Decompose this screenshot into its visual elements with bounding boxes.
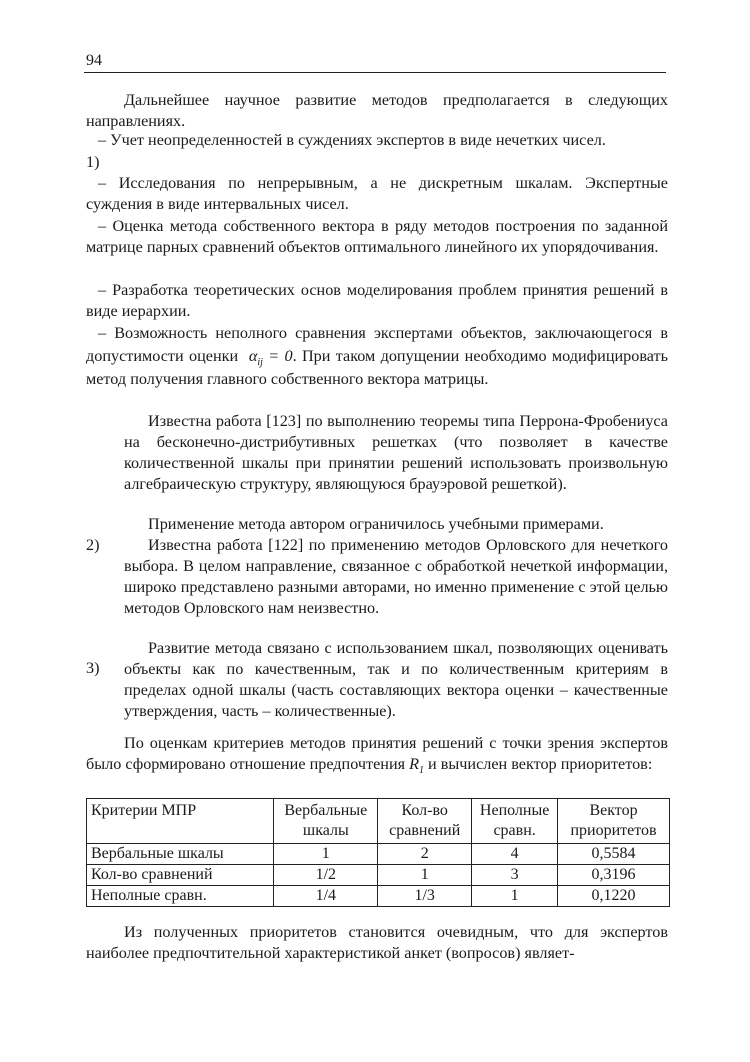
- table-row: [87, 844, 670, 865]
- list-marker-3: 3): [86, 659, 100, 677]
- item5-before: – Возможность неполного сравнения экспертами объектов, заключающегося в допустимости оценки: [86, 324, 668, 365]
- priority-value: 0,1220: [558, 886, 670, 907]
- table-row: [87, 886, 670, 907]
- table-cell: 1: [472, 886, 558, 907]
- priority-value: 0,3196: [558, 865, 670, 886]
- relation-symbol: R: [409, 755, 419, 773]
- known-work-122: Известна работа [122] по применению методов Орловского для нечеткого выбора. В целом направление, связанное с обработкой нечеткой информации, широко представлено разными авторами, но именно применение с этой целью методов Орловского нам неизвестно.: [124, 536, 668, 617]
- scale-development: Развитие метода связано с использованием шкал, позволяющих оценивать объекты как по качественным, так и по количественным критериям в пределах одной шкалы (часть составляющих вектора оценки – качественные утверждения, часть – количественные).: [124, 639, 668, 720]
- direction-item-hierarchy: – Разработка теоретических основ моделирования проблем принятия решений в виде иерархии.: [86, 281, 668, 320]
- table-cell: 1/3: [378, 886, 472, 907]
- table-row: [87, 865, 670, 886]
- header-rule: [84, 72, 666, 73]
- table-cell: 1: [378, 865, 472, 886]
- header-criteria: Критерии МПР: [87, 799, 274, 844]
- header-priority-vector: Вектор приоритетов: [558, 799, 670, 844]
- table-cell: 2: [378, 844, 472, 865]
- list-marker-1: 1): [86, 153, 100, 171]
- alpha-subscript: ij: [257, 357, 263, 369]
- table-header-row: [87, 799, 670, 844]
- page-number: 94: [86, 52, 102, 69]
- list-marker-2: 2): [86, 536, 100, 554]
- table-cell: 1/4: [274, 886, 378, 907]
- conclusion-paragraph: Из полученных приоритетов становится очевидным, что для экспертов наиболее предпочтительной характеристикой анкет (вопросов) являет-: [86, 923, 668, 962]
- intro-paragraph: Дальнейшее научное развитие методов предполагается в следующих направлениях.: [86, 91, 668, 130]
- header-verbal-scales: Вербальные шкалы: [274, 799, 378, 844]
- criteria-priority-table: [86, 798, 670, 907]
- assessment-after: и вычислен вектор приоритетов:: [428, 755, 653, 773]
- table-cell: 4: [472, 844, 558, 865]
- table-cell: 3: [472, 865, 558, 886]
- header-incomplete: Неполные сравн.: [472, 799, 558, 844]
- direction-item-incomplete: [86, 322, 668, 391]
- alpha-value: = 0: [268, 347, 293, 365]
- item5-after: . При таком допущении необходимо модифицировать метод получения главного собственного вектора матрицы.: [86, 347, 668, 388]
- table-cell: 1/2: [274, 865, 378, 886]
- assessment-paragraph: [86, 733, 668, 775]
- header-comparison-count: Кол-во сравнений: [378, 799, 472, 844]
- relation-subscript: 1: [418, 765, 424, 777]
- direction-item-continuous: – Исследования по непрерывным, а не дискретным шкалам. Экспертные суждения в виде интервальных чисел.: [86, 174, 668, 213]
- direction-item-eigenvector: – Оценка метода собственного вектора в ряду методов построения по заданной матрице парных сравнений объектов оптимального линейного их упорядочивания.: [86, 217, 668, 256]
- row-label: Неполные сравн.: [87, 886, 274, 907]
- row-label: Кол-во сравнений: [87, 865, 274, 886]
- table-cell: 1: [274, 844, 378, 865]
- alpha-symbol: α: [248, 347, 258, 365]
- application-note: Применение метода автором ограничилось учебными примерами.: [148, 515, 604, 533]
- known-work-123: Известна работа [123] по выполнению теоремы типа Перрона-Фробениуса на бесконечно-дистрибутивных решетках (что позволяет в качестве количественной шкалы при принятии решений использовать произвольную алгебраическую структуру, являющуюся брауэровой решеткой).: [124, 412, 668, 493]
- direction-item-fuzzy: – Учет неопределенностей в суждениях экспертов в виде нечетких чисел.: [98, 131, 606, 149]
- row-label: Вербальные шкалы: [87, 844, 274, 865]
- assessment-before: По оценкам критериев методов принятия решений с точки зрения экспертов было сформировано отношение предпочтения: [86, 734, 668, 773]
- priority-value: 0,5584: [558, 844, 670, 865]
